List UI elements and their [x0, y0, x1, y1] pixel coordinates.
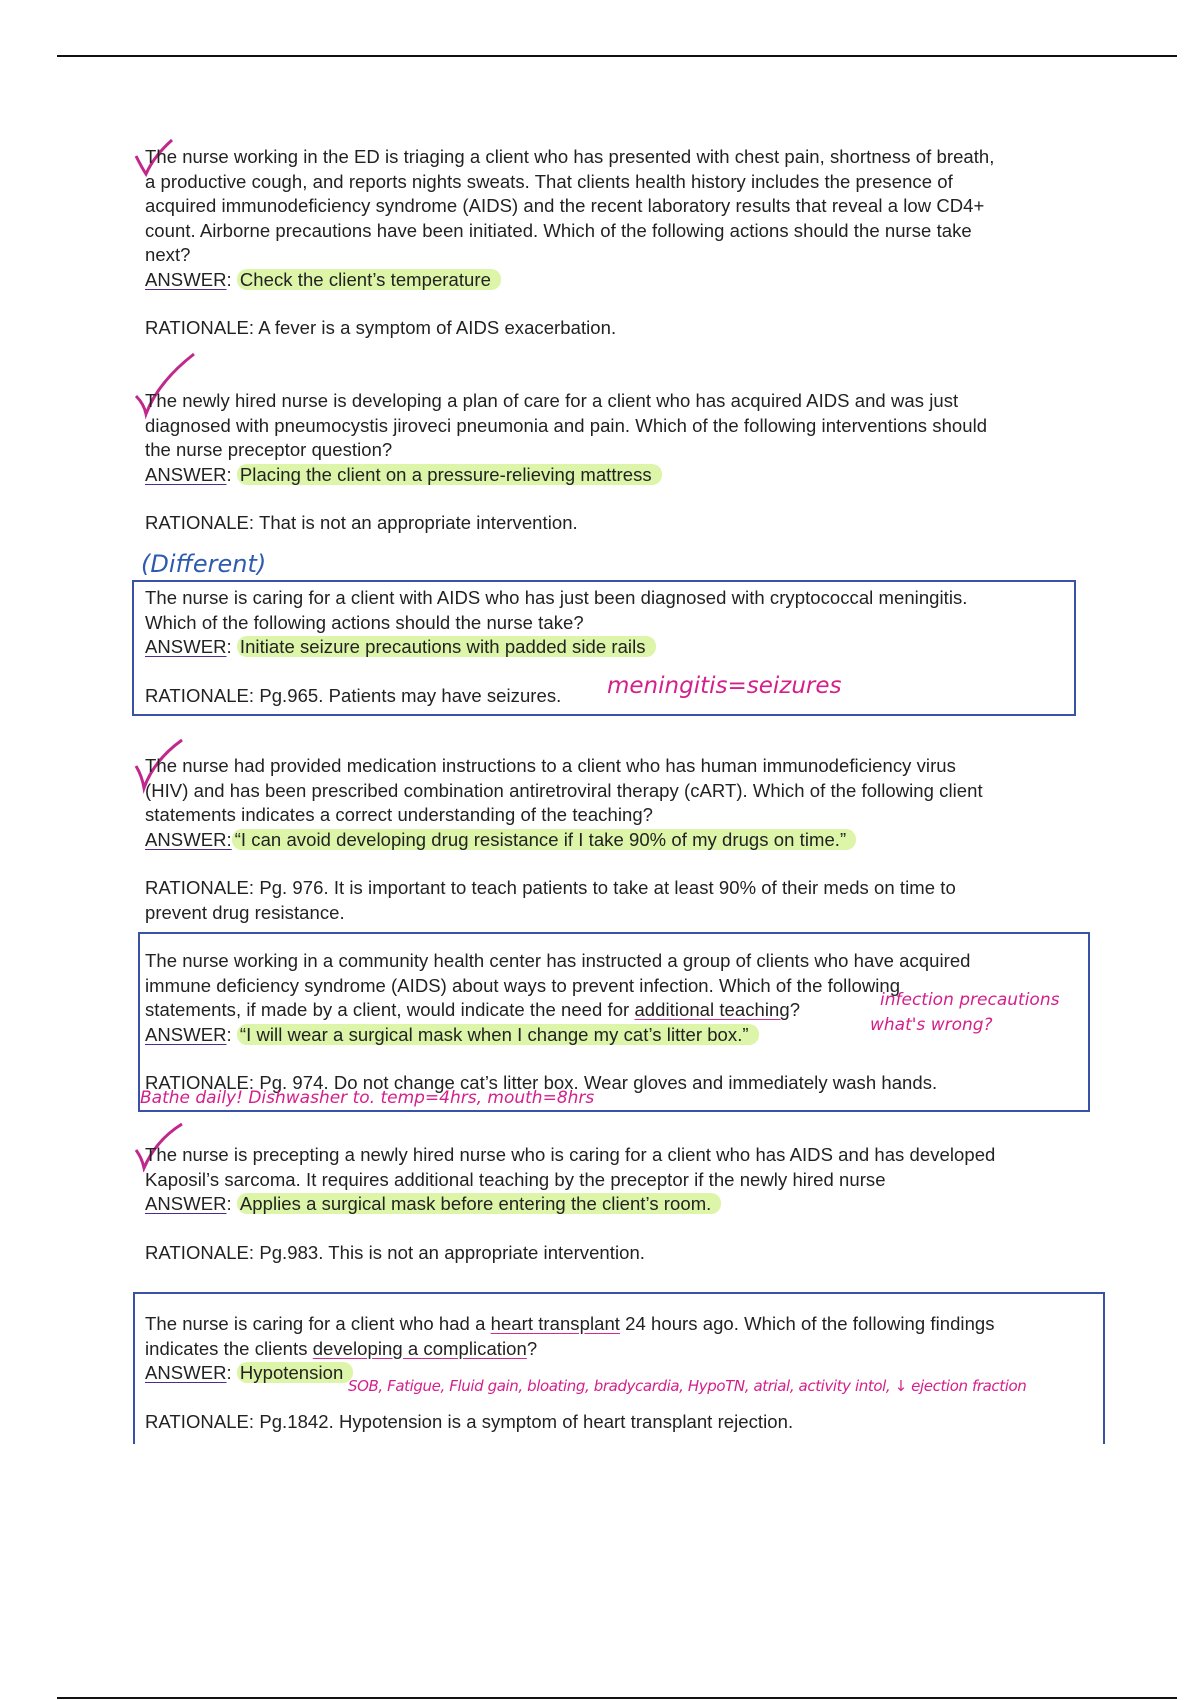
question-7: The nurse is caring for a client who had a heart transplant 24 hours ago. Which of the following findings indicates the clients developing a complication? ANSWER: Hypotension RATIONALE: Pg.1842. Hypotension is a symptom of heart transplant rejection.	[145, 1312, 1085, 1434]
rationale: prevent drug resistance.	[145, 901, 345, 923]
rationale: RATIONALE: Pg.1842. Hypotension is a symptom of heart transplant rejection.	[145, 1410, 794, 1432]
question-text: Which of the following actions should the nurse take?	[145, 611, 584, 633]
answer-label: ANSWER	[145, 1023, 227, 1045]
answer-highlight: “I will wear a surgical mask when I change my cat’s litter box.”	[237, 1024, 759, 1045]
question-text: (HIV) and has been prescribed combination antiretroviral therapy (cART). Which of the following client	[145, 779, 983, 801]
question-text: ?	[789, 999, 801, 1020]
rationale: RATIONALE: Pg. 974. Do not change cat’s litter box. Wear gloves and immediately wash hands.	[145, 1072, 938, 1093]
question-text: The nurse working in a community health center has instructed a group of clients who have acquired	[145, 950, 971, 971]
answer-label: ANSWER	[145, 636, 227, 657]
answer-highlight: “I can avoid developing drug resistance if I take 90% of my drugs on time.”	[232, 829, 856, 850]
question-text: immune deficiency syndrome (AIDS) about ways to prevent infection. Which of the following	[145, 974, 901, 996]
answer-label: ANSWER	[145, 1362, 227, 1383]
answer-label: ANSWER	[145, 463, 227, 485]
question-text: The nurse is caring for a client with AIDS who has just been diagnosed with cryptococcal meningitis.	[145, 587, 968, 608]
question-text: The nurse is caring for a client who had a	[145, 1313, 491, 1334]
question-text: a productive cough, and reports nights sweats. That clients health history includes the presence of	[145, 170, 953, 192]
rationale: RATIONALE: Pg.983. This is not an appropriate intervention.	[145, 1241, 645, 1263]
question-text: The nurse is precepting a newly hired nurse who is caring for a client who has AIDS and has developed	[145, 1144, 996, 1165]
question-text: The nurse working in the ED is triaging a client who has presented with chest pain, shortness of breath,	[145, 146, 995, 167]
top-rule	[57, 55, 1177, 57]
handwritten-note-bathe: Bathe daily! Dishwasher to. temp=4hrs, mouth=8hrs	[140, 1088, 595, 1108]
question-text: ?	[526, 1337, 538, 1359]
question-1: The nurse working in the ED is triaging a client who has presented with chest pain, shortness of breath, a productive cough, and reports nights sweats. That clients health history includes the presence of acquired immunodeficiency syndrome (AIDS) and the recent laboratory results that reveal a low CD4+ count. Airborne precautions have been initiated. Which of the following actions should the nurse take next? ANSWER: Check the client’s temperature RATIONALE: A fever is a symptom of AIDS exacerbation.	[145, 145, 1085, 341]
question-3: The nurse is caring for a client with AIDS who has just been diagnosed with cryptococcal meningitis. Which of the following actions should the nurse take? ANSWER: Initiate seizure precautions with padded side rails RATIONALE: Pg.965. Patients may have seizures.	[145, 586, 1085, 708]
question-text: The newly hired nurse is developing a plan of care for a client who has acquired AIDS and was just	[145, 390, 959, 411]
answer-highlight: Placing the client on a pressure-relieving mattress	[237, 464, 662, 485]
underlined-phrase: heart transplant	[490, 1313, 620, 1334]
question-text: The nurse had provided medication instructions to a client who has human immunodeficiency virus	[145, 755, 956, 776]
answer-highlight: Check the client’s temperature	[237, 269, 501, 290]
handwritten-note-meningitis: meningitis=seizures	[607, 673, 842, 699]
question-text: indicates the clients	[145, 1337, 313, 1359]
question-text: statements indicates a correct understanding of the teaching?	[145, 804, 653, 825]
answer-highlight: Hypotension	[237, 1362, 353, 1383]
answer-label: ANSWER	[145, 1193, 227, 1214]
rationale: RATIONALE: A fever is a symptom of AIDS exacerbation.	[145, 317, 617, 338]
question-5: The nurse working in a community health center has instructed a group of clients who have acquired immune deficiency syndrome (AIDS) about ways to prevent infection. Which of the following statements, if made by a client, would indicate the need for additional teaching? ANSWER: “I will wear a surgical mask when I change my cat’s litter box.” RATIONALE: Pg. 974. Do not change cat’s litter box. Wear gloves and immediately wash hands.	[145, 949, 1085, 1096]
handwritten-note-different: (Different)	[141, 550, 267, 578]
underlined-phrase: developing a complication	[312, 1337, 527, 1359]
rationale: RATIONALE: Pg. 976. It is important to teach patients to take at least 90% of their meds on time to	[145, 877, 956, 898]
underlined-phrase: additional teaching	[634, 999, 790, 1020]
handwritten-note-whats-wrong: what's wrong?	[870, 1015, 993, 1035]
question-6: The nurse is precepting a newly hired nurse who is caring for a client who has AIDS and has developed Kaposil’s sarcoma. It requires additional teaching by the preceptor if the newly hired nurse ANSWER: Applies a surgical mask before entering the client’s room. RATIONALE: Pg.983. This is not an appropriate intervention.	[145, 1143, 1085, 1265]
handwritten-note-infection: infection precautions	[880, 990, 1060, 1010]
question-4	[145, 754, 1085, 925]
question-text: Kaposil’s sarcoma. It requires additional teaching by the preceptor if the newly hired nurse	[145, 1168, 886, 1190]
question-text: next?	[145, 244, 191, 265]
question-2: The newly hired nurse is developing a plan of care for a client who has acquired AIDS and was just diagnosed with pneumocystis jiroveci pneumonia and pain. Which of the following interventions should the nurse preceptor question? ANSWER: Placing the client on a pressure-relieving mattress RATIONALE: That is not an appropriate intervention.	[145, 389, 1085, 536]
rationale: RATIONALE: Pg.965. Patients may have seizures.	[145, 684, 562, 706]
answer-highlight: Applies a surgical mask before entering the client’s room.	[237, 1193, 721, 1214]
question-text: acquired immunodeficiency syndrome (AIDS) and the recent laboratory results that reveal a low CD4+	[145, 195, 985, 216]
bottom-rule	[57, 1697, 1177, 1699]
question-text: count. Airborne precautions have been initiated. Which of the following actions should the nurse take	[145, 219, 972, 241]
question-text: statements, if made by a client, would indicate the need for	[145, 999, 635, 1020]
answer-label: ANSWER	[145, 268, 227, 290]
rationale: RATIONALE: That is not an appropriate intervention.	[145, 512, 578, 533]
question-text: 24 hours ago. Which of the following findings	[619, 1313, 995, 1334]
answer-label: ANSWER:	[145, 828, 232, 850]
question-text: diagnosed with pneumocystis jiroveci pneumonia and pain. Which of the following interventions should	[145, 414, 988, 436]
handwritten-note-heart: SOB, Fatigue, Fluid gain, bloating, bradycardia, HypoTN, atrial, activity intol, ↓ ejection fraction	[348, 1377, 1027, 1395]
answer-highlight: Initiate seizure precautions with padded side rails	[237, 636, 656, 657]
question-text: the nurse preceptor question?	[145, 439, 393, 460]
